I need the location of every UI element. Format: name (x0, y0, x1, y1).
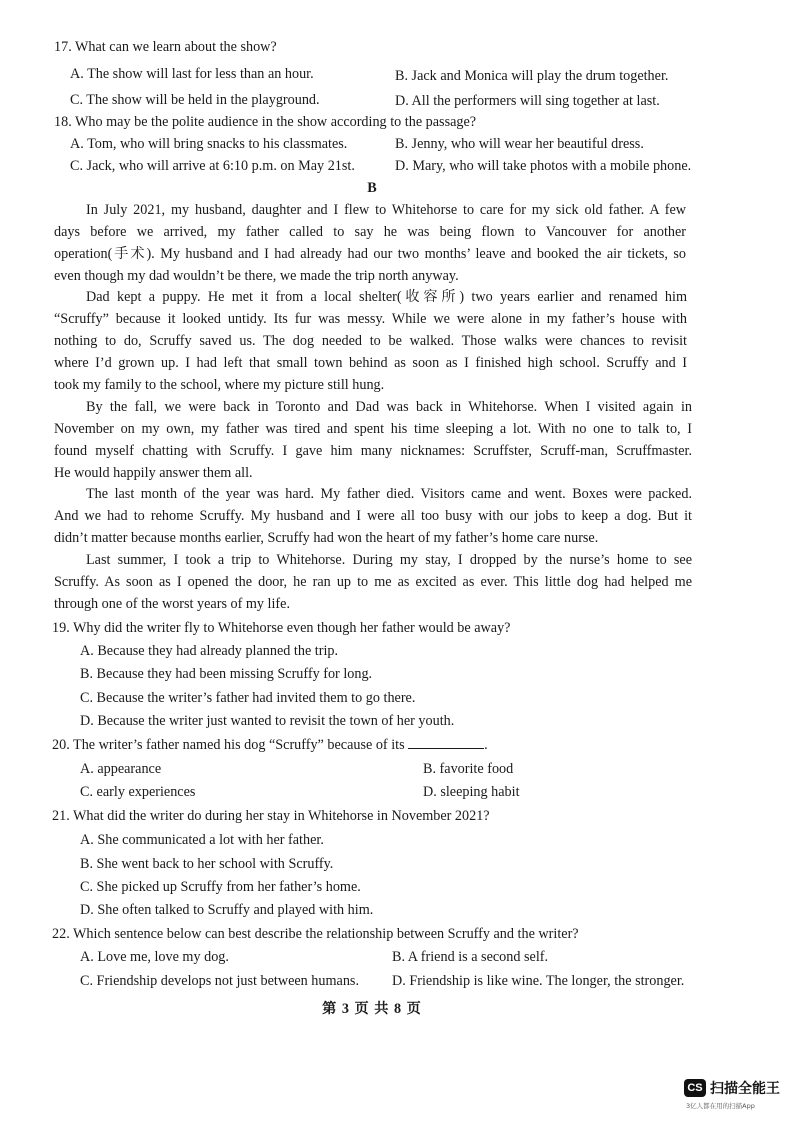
passage-line: Dad kept a puppy. He met it from a local shelter(收容所) two years earlier and renamed him (86, 289, 687, 305)
question-20-option-a: A. appearance (80, 761, 162, 777)
watermark-subtitle: 3亿人都在用的扫描App (686, 1102, 755, 1110)
page-number: 第 3 页 共 8 页 (322, 1001, 422, 1017)
question-22-option-d: D. Friendship is like wine. The longer, the stronger. (392, 973, 685, 989)
question-19-option-b: B. Because they had been missing Scruffy for long. (80, 666, 373, 682)
passage-line: November on my own, my father was tired and spent his time sleeping a lot. With no one to talk to, I (54, 421, 692, 437)
question-17-option-d: D. All the performers will sing together at last. (395, 93, 660, 109)
passage-line: didn’t matter because months earlier, Scruffy had won the heart of my father’s home care nurse. (54, 530, 599, 546)
passage-line: where I’d grown up. I had left that small town behind as soon as I finished high school. Scruffy and I (54, 355, 687, 371)
question-22-stem: 22. Which sentence below can best describe the relationship between Scruffy and the writer? (52, 926, 579, 942)
question-19-option-d: D. Because the writer just wanted to revisit the town of her youth. (80, 713, 455, 729)
camscanner-logo-icon: CS (684, 1079, 706, 1097)
question-20-stem (52, 736, 488, 754)
passage-line: Last summer, I took a trip to Whitehorse. During my stay, I dropped by the nurse’s home to see (86, 552, 692, 568)
question-18-option-a: A. Tom, who will bring snacks to his classmates. (70, 136, 348, 152)
question-20-option-c: C. early experiences (80, 784, 196, 800)
question-19-stem: 19. Why did the writer fly to Whitehorse even though her father would be away? (52, 620, 511, 636)
question-19-option-a: A. Because they had already planned the trip. (80, 643, 339, 659)
question-22-option-a: A. Love me, love my dog. (80, 949, 229, 965)
question-17-stem: 17. What can we learn about the show? (54, 39, 277, 55)
question-20-stem-text: 20. The writer’s father named his dog “Scruffy” because of its (52, 737, 405, 753)
question-18-option-c: C. Jack, who will arrive at 6:10 p.m. on May 21st. (70, 158, 355, 174)
question-21-stem: 21. What did the writer do during her stay in Whitehorse in November 2021? (52, 808, 490, 824)
question-22-option-b: B. A friend is a second self. (392, 949, 549, 965)
passage-line: took my family to the school, where my picture still hung. (54, 377, 385, 393)
passage-line: The last month of the year was hard. My father died. Visitors came and went. Boxes were packed. (86, 486, 692, 502)
watermark-title: 扫描全能王 (710, 1081, 780, 1097)
passage-line: By the fall, we were back in Toronto and Dad was back in Whitehorse. When I visited again in (86, 399, 692, 415)
passage-line: nothing to do, Scruffy saved us. The dog needed to be walked. Those walks were chances to revisit (54, 333, 687, 349)
question-17-option-c: C. The show will be held in the playground. (70, 92, 320, 108)
passage-line: even though my dad wouldn’t be there, we made the trip north anyway. (54, 268, 459, 284)
question-18-option-b: B. Jenny, who will wear her beautiful dress. (395, 136, 644, 152)
scanner-watermark (684, 1077, 788, 1117)
question-17-option-b: B. Jack and Monica will play the drum together. (395, 68, 669, 84)
passage-line: found myself chatting with Scruffy. I gave him many nicknames: Scruffster, Scruff-man, Scruffmaster. (54, 443, 692, 459)
answer-blank (408, 736, 484, 749)
passage-line: Scruffy. As soon as I opened the door, he ran up to me as excited as ever. This little dog had helped me (54, 574, 692, 590)
question-18-option-d: D. Mary, who will take photos with a mobile phone. (395, 158, 692, 174)
passage-line: operation(手术). My husband and I had already had our two months’ leave and booked the air tickets, so (54, 246, 686, 262)
passage-line: “Scruffy” because it looked untidy. Its fur was messy. While we were alone in my father’s house with (54, 311, 687, 327)
question-21-option-a: A. She communicated a lot with her father. (80, 832, 324, 848)
passage-line: through one of the worst years of my life. (54, 596, 291, 612)
question-21-option-c: C. She picked up Scruffy from her father’s home. (80, 879, 361, 895)
question-18-stem: 18. Who may be the polite audience in the show according to the passage? (54, 114, 477, 130)
passage-line: In July 2021, my husband, daughter and I flew to Whitehorse to care for my sick old father. A few (86, 202, 686, 218)
section-label: B (367, 180, 377, 196)
passage-line: days before we arrived, my father called to say he was being flown to Vancouver for another (54, 224, 686, 240)
question-20-option-d: D. sleeping habit (423, 784, 520, 800)
question-22-option-c: C. Friendship develops not just between humans. (80, 973, 359, 989)
question-21-option-b: B. She went back to her school with Scruffy. (80, 856, 334, 872)
question-20-option-b: B. favorite food (423, 761, 514, 777)
passage-line: He would happily answer them all. (54, 465, 253, 481)
question-20-stem-end: . (484, 737, 488, 753)
question-17-option-a: A. The show will last for less than an hour. (70, 66, 314, 82)
question-21-option-d: D. She often talked to Scruffy and played with him. (80, 902, 374, 918)
passage-line: And we had to rehome Scruffy. My husband and I were all too busy with our jobs to keep a dog. But it (54, 508, 692, 524)
question-19-option-c: C. Because the writer’s father had invited them to go there. (80, 690, 416, 706)
